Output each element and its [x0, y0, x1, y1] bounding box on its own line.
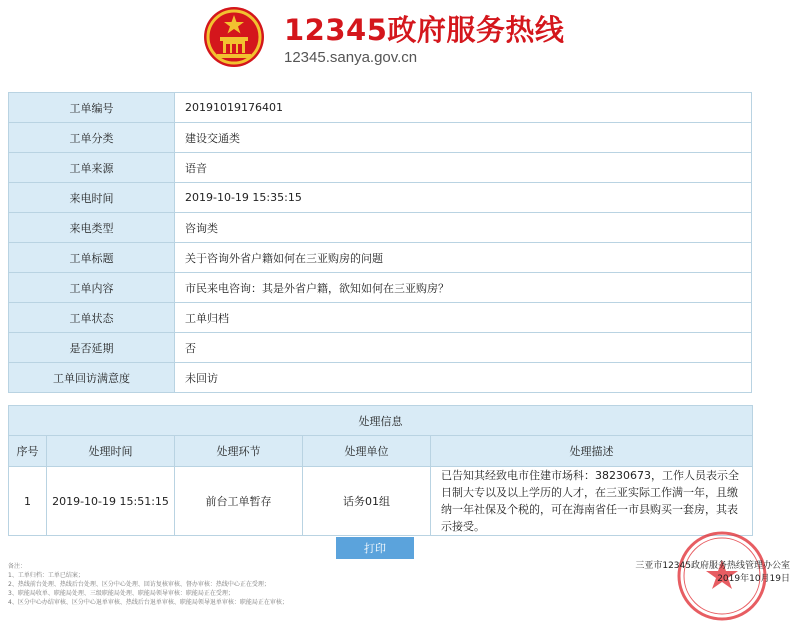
info-label: 是否延期: [9, 333, 175, 363]
column-header-step: 处理环节: [175, 436, 303, 467]
info-row: [9, 213, 752, 243]
process-header-row: [9, 436, 753, 467]
page-title: 12345政府服务热线: [284, 13, 565, 47]
info-label: 工单分类: [9, 123, 175, 153]
office-signature: [635, 560, 790, 586]
info-value: 工单归档: [175, 303, 752, 333]
info-row: [9, 243, 752, 273]
info-row: [9, 183, 752, 213]
info-label: 工单编号: [9, 93, 175, 123]
office-date: 2019年10月19日: [717, 574, 790, 584]
info-label: 工单内容: [9, 273, 175, 303]
info-value: 2019-10-19 15:35:15: [175, 183, 752, 213]
notes-line: 2、热线前台处理、热线后台处理、区分中心处理、回访复核审核、督办审核：热线中心正在受理；: [8, 581, 270, 588]
process-unit: 话务01组: [303, 467, 431, 536]
process-time: 2019-10-19 15:51:15: [47, 467, 175, 536]
notes-line: 备注：: [8, 563, 27, 570]
info-label: 工单回访满意度: [9, 363, 175, 393]
national-emblem-icon: [203, 6, 265, 68]
notes: [8, 562, 288, 607]
info-row: [9, 303, 752, 333]
info-row: [9, 363, 752, 393]
info-value: 市民来电咨询：其是外省户籍，欲知如何在三亚购房？: [175, 273, 752, 303]
info-value: 咨询类: [175, 213, 752, 243]
process-table: [8, 405, 753, 536]
info-label: 来电类型: [9, 213, 175, 243]
info-value: 建设交通类: [175, 123, 752, 153]
info-value: 未回访: [175, 363, 752, 393]
site-url: 12345.sanya.gov.cn: [284, 49, 418, 66]
info-value: 20191019176401: [175, 93, 752, 123]
ticket-info-table: [8, 92, 752, 393]
info-row: [9, 153, 752, 183]
office-name: 三亚市12345政府服务热线管理办公室: [635, 561, 790, 571]
notes-line: 1、工单归档：工单已结案；: [8, 572, 84, 579]
column-header-index: 序号: [9, 436, 47, 467]
info-value: 否: [175, 333, 752, 363]
process-description: 已告知其经致电市住建市场科：38230673，工作人员表示全日制大专以及以上学历的人才，在三亚实际工作满一年，且缴纳一年社保及个税的，可在海南省任一市县购买一套房，其表示接受。: [431, 467, 753, 536]
process-step: 前台工单暂存: [175, 467, 303, 536]
notes-line: 3、职能局收单、职能局处理、三级职能局处理、职能局领导审核：职能局正在受理；: [8, 590, 234, 597]
column-header-unit: 处理单位: [303, 436, 431, 467]
notes-line: 4、区分中心办结审核、区分中心退单审核、热线后台退单审核、职能局领导退单审核：职能局正在审核；: [8, 599, 288, 606]
info-row: [9, 333, 752, 363]
page-header: [0, 0, 800, 88]
column-header-desc: 处理描述: [431, 436, 753, 467]
print-button[interactable]: 打印: [336, 537, 414, 559]
process-section-title: 处理信息: [9, 406, 753, 436]
info-value: 语音: [175, 153, 752, 183]
column-header-time: 处理时间: [47, 436, 175, 467]
info-row: [9, 123, 752, 153]
info-label: 工单来源: [9, 153, 175, 183]
info-row: [9, 93, 752, 123]
process-index: 1: [9, 467, 47, 536]
info-value: 关于咨询外省户籍如何在三亚购房的问题: [175, 243, 752, 273]
info-row: [9, 273, 752, 303]
info-label: 工单标题: [9, 243, 175, 273]
info-label: 来电时间: [9, 183, 175, 213]
info-label: 工单状态: [9, 303, 175, 333]
table-row: [9, 467, 753, 536]
